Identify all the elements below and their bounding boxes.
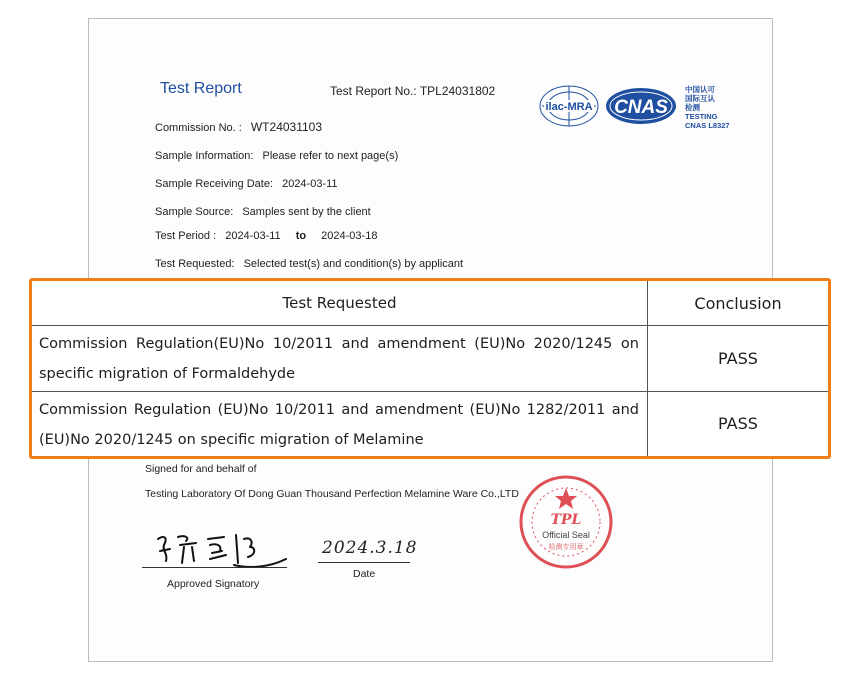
test-requested-field: [155, 258, 463, 270]
seal-center-text: TPL: [550, 512, 582, 528]
row-test-requested: Commission Regulation(EU)No 10/2011 and amendment (EU)No 2020/1245 on specific migration of Formaldehyde: [32, 326, 648, 392]
cnas-line: CNAS L8327: [685, 121, 730, 130]
approved-signatory-label: Approved Signatory: [167, 578, 260, 590]
ilac-mra-logo: [538, 84, 600, 128]
signed-for-text: Signed for and behalf of: [145, 463, 257, 475]
handwritten-date: 2024.3.18: [322, 538, 418, 558]
table-row: [32, 326, 828, 392]
lab-name: Testing Laboratory Of Dong Guan Thousand Perfection Melamine Ware Co.,LTD: [145, 488, 519, 500]
commission-value: WT24031103: [250, 120, 323, 134]
seal-sub-text: 检测专用章: [548, 543, 584, 551]
cnas-logo: [605, 86, 677, 126]
sample-info-label: Sample Information:: [155, 150, 254, 162]
ilac-text: ilac-MRA: [545, 101, 593, 113]
report-number: [330, 84, 495, 98]
report-title: Test Report: [160, 80, 242, 97]
cnas-text: CNAS: [614, 97, 668, 118]
row-conclusion: PASS: [648, 326, 829, 392]
cnas-line: 中国认可: [685, 85, 715, 94]
table-header-row: [32, 281, 828, 326]
cnas-line: 国际互认: [685, 94, 715, 103]
sample-source-value: Samples sent by the client: [242, 206, 371, 218]
sample-source-field: [155, 206, 371, 218]
sample-info-value: Please refer to next page(s): [262, 150, 399, 162]
cnas-line: TESTING: [685, 112, 718, 121]
date-line: [318, 562, 410, 563]
receiving-date-value: 2024-03-11: [282, 178, 338, 190]
sample-info-field: [155, 150, 398, 162]
row-test-requested: Commission Regulation (EU)No 10/2011 and amendment (EU)No 1282/2011 and (EU)No 2020/1245 on specific migration of Melamine: [32, 391, 648, 456]
test-requested-value: Selected test(s) and condition(s) by applicant: [243, 258, 464, 270]
test-period-label: Test Period :: [155, 230, 217, 242]
column-header-test-requested: Test Requested: [32, 281, 648, 326]
cnas-line: 检测: [685, 103, 700, 112]
commission-field: [155, 120, 322, 134]
report-number-label: Test Report No.:: [330, 84, 417, 98]
results-table: [32, 281, 828, 456]
receiving-date-label: Sample Receiving Date:: [155, 178, 274, 190]
test-period-to-word: to: [295, 230, 307, 242]
test-requested-label: Test Requested:: [155, 258, 235, 270]
table-row: [32, 391, 828, 456]
results-table-highlight: [29, 278, 831, 459]
row-conclusion: PASS: [648, 391, 829, 456]
column-header-conclusion: Conclusion: [648, 281, 829, 326]
test-period-from: 2024-03-11: [225, 230, 281, 242]
date-label: Date: [353, 568, 376, 580]
cnas-caption: [685, 85, 730, 130]
report-number-value: TPL24031802: [419, 84, 496, 98]
commission-label: Commission No. :: [155, 122, 242, 134]
signature-line: [142, 567, 287, 568]
test-period-field: [155, 230, 377, 242]
official-seal: [518, 474, 614, 570]
seal-official-text: Official Seal: [542, 530, 590, 540]
receiving-date-field: [155, 178, 338, 190]
sample-source-label: Sample Source:: [155, 206, 234, 218]
test-period-to: 2024-03-18: [321, 230, 378, 242]
